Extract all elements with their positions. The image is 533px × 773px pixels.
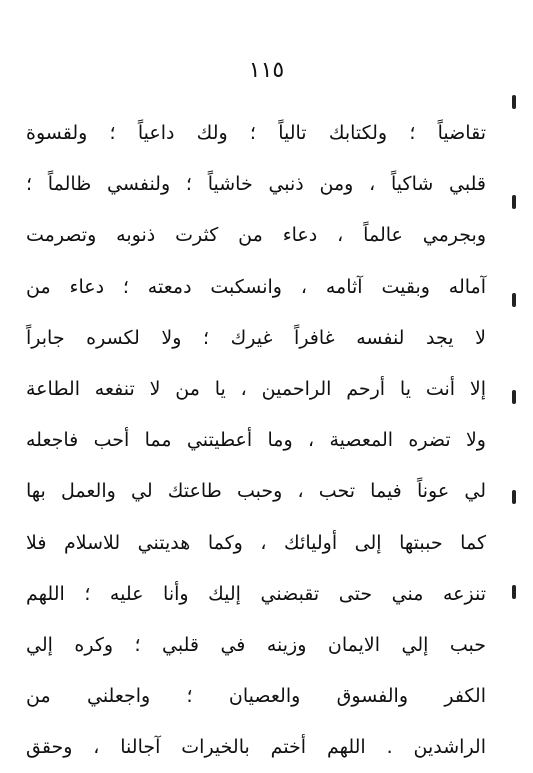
- text-line: تقاضياً ؛ ولكتابك تالياً ؛ ولك داعياً ؛ ولقسوة: [26, 122, 486, 144]
- page-number: ١١٥: [248, 58, 285, 83]
- margin-mark: [512, 293, 516, 307]
- text-line: لا يجد لنفسه غافراً غيرك ؛ ولا لكسره جابراً: [26, 326, 486, 349]
- text-line: لي عوناً فيما تحب ، وحبب طاعتك لي والعمل بها: [26, 480, 486, 503]
- text-line: قلبي شاكياً ، ومن ذنبي خاشياً ؛ ولنفسي ظالماً ؛: [26, 173, 486, 196]
- margin-mark: [512, 95, 516, 109]
- text-line: حبب إلي الايمان وزينه في قلبي ؛ وكره إلي: [26, 633, 486, 656]
- text-line: كما حببتها إلى أوليائك ، وكما هديتني للاسلام فلا: [26, 531, 486, 554]
- text-body: [26, 108, 486, 773]
- margin-mark: [512, 585, 516, 599]
- text-line: الراشدين . اللهم أختم بالخيرات آجالنا ، وحقق: [26, 736, 486, 759]
- margin-mark: [512, 390, 516, 404]
- margin-mark: [512, 195, 516, 209]
- text-line: إلا أنت يا أرحم الراحمين ، يا من لا تنفعه الطاعة: [26, 377, 486, 400]
- text-line: آماله وبقيت آثامه ، وانسكبت دمعته ؛ دعاء من: [26, 275, 486, 298]
- text-line: تنزعه مني حتى تقبضني إليك وأنا عليه ؛ اللهم: [26, 582, 486, 605]
- text-line: وبجرمي عالماً ، دعاء من كثرت ذنوبه وتصرمت: [26, 224, 486, 247]
- margin-mark: [512, 490, 516, 504]
- text-line: الكفر والفسوق والعصيان ؛ واجعلني من: [26, 685, 486, 708]
- text-line: ولا تضره المعصية ، وما أعطيتني مما أحب فاجعله: [26, 429, 486, 452]
